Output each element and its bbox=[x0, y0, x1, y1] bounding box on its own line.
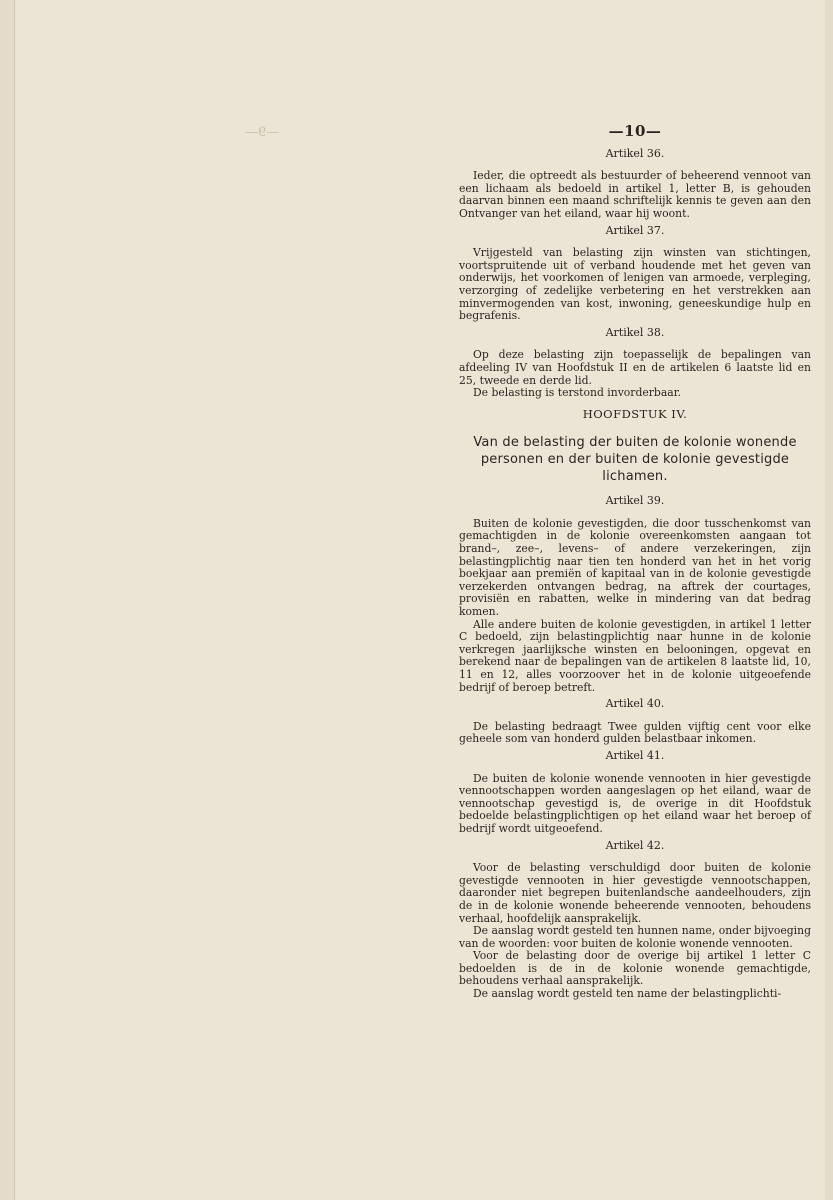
chapter-subtitle: Van de belasting der buiten de kolonie wonende personen en der buiten de kolonie gevestigde lichamen. bbox=[473, 435, 797, 485]
article-40-title: Artikel 40. bbox=[605, 697, 665, 711]
article-42-text-2: De aanslag wordt gesteld ten hunnen name, onder bijvoeging van de woorden: voor buiten de kolonie wonende vennooten. bbox=[459, 924, 811, 950]
article-42-text-3: Voor de belasting door de overige bij artikel 1 letter C bedoelden is de in de kolonie wonende gemachtigde, behoudens verhaal aansprakelijk. bbox=[459, 949, 811, 988]
article-38-title: Artikel 38. bbox=[605, 325, 665, 339]
article-42-text-1: Voor de belasting verschuldigd door buiten de kolonie gevestigde vennooten in hier gevestigde vennootschappen, daaronder niet begrepen buitenlandsche aandeelhouders, zijn de in de kolonie wonende beheerende vennooten, behoudens verhaal, hoofdelijk aansprakelijk. bbox=[459, 861, 811, 925]
article-38-text-1: Op deze belasting zijn toepasselijk de bepalingen van afdeeling IV van Hoofdstuk II en de artikelen 6 laatste lid en 25, tweede en derde lid. bbox=[459, 348, 811, 387]
article-42-text-4: De aanslag wordt gesteld ten name der belastingplichti- bbox=[473, 987, 782, 1001]
article-41-title: Artikel 41. bbox=[605, 748, 665, 762]
document-page bbox=[14, 0, 825, 1200]
article-37-text: Vrijgesteld van belasting zijn winsten van stichtingen, voortspruitende uit of verband houdende met het geven van onderwijs, het voorkomen of lenigen van armoede, verpleging, verzorging of zedelijke verbetering en het verstrekken aan minvermogenden van kost, inwoning, geneeskundige hulp en begrafenis. bbox=[459, 246, 811, 323]
article-40-text: De belasting bedraagt Twee gulden vijftig cent voor elke geheele som van honderd gulden belastbaar inkomen. bbox=[459, 719, 811, 746]
chapter-title: HOOFDSTUK IV. bbox=[582, 406, 688, 421]
bleed-through-page-number: —9— bbox=[245, 125, 280, 140]
text-column bbox=[459, 122, 811, 1001]
page-number: —10— bbox=[608, 122, 662, 140]
article-38-text-2: De belasting is terstond invorderbaar. bbox=[473, 386, 682, 400]
article-36-text: Ieder, die optreedt als bestuurder of beheerend vennoot van een lichaam als bedoeld in artikel 1, letter B, is gehouden daarvan binnen een maand schriftelijk kennis te geven aan den Ontvanger van het eiland, waar hij woont. bbox=[459, 169, 811, 220]
article-36-title: Artikel 36. bbox=[605, 146, 665, 160]
article-39-text-1: Buiten de kolonie gevestigden, die door tusschenkomst van gemachtigden in de kolonie overeenkomsten aangaan tot brand–, zee–, levens– of andere verzekeringen, zijn belastingplichtig naar tien ten honderd van het in het vorig boekjaar aan premiën of kapitaal van in de kolonie gevestigde verzekerden ontvangen bedrag, na aftrek der courtages, provisiën en rabatten, welke in mindering van dat bedrag komen. bbox=[459, 516, 811, 619]
article-39-title: Artikel 39. bbox=[605, 494, 665, 508]
article-37-title: Artikel 37. bbox=[605, 223, 665, 237]
article-41-text: De buiten de kolonie wonende vennooten in hier gevestigde vennootschappen worden aangeslagen op het eiland, waar de vennootschap gevestigd is, de overige in dit Hoofdstuk bedoelde belastingplichtigen op het eiland waar het beroep of bedrijf wordt uitgeoefend. bbox=[459, 771, 811, 835]
article-42-title: Artikel 42. bbox=[605, 838, 665, 852]
article-39-text-2: Alle andere buiten de kolonie gevestigden, in artikel 1 letter C bedoeld, zijn belastingplichtig naar hunne in de kolonie verkregen jaarlijksche winsten en belooningen, opgevat en berekend naar de bepalingen van de artikelen 8 laatste lid, 10, 11 en 12, alles voorzoover het in de kolonie uitgeoefende bedrijf of beroep betreft. bbox=[459, 617, 811, 694]
